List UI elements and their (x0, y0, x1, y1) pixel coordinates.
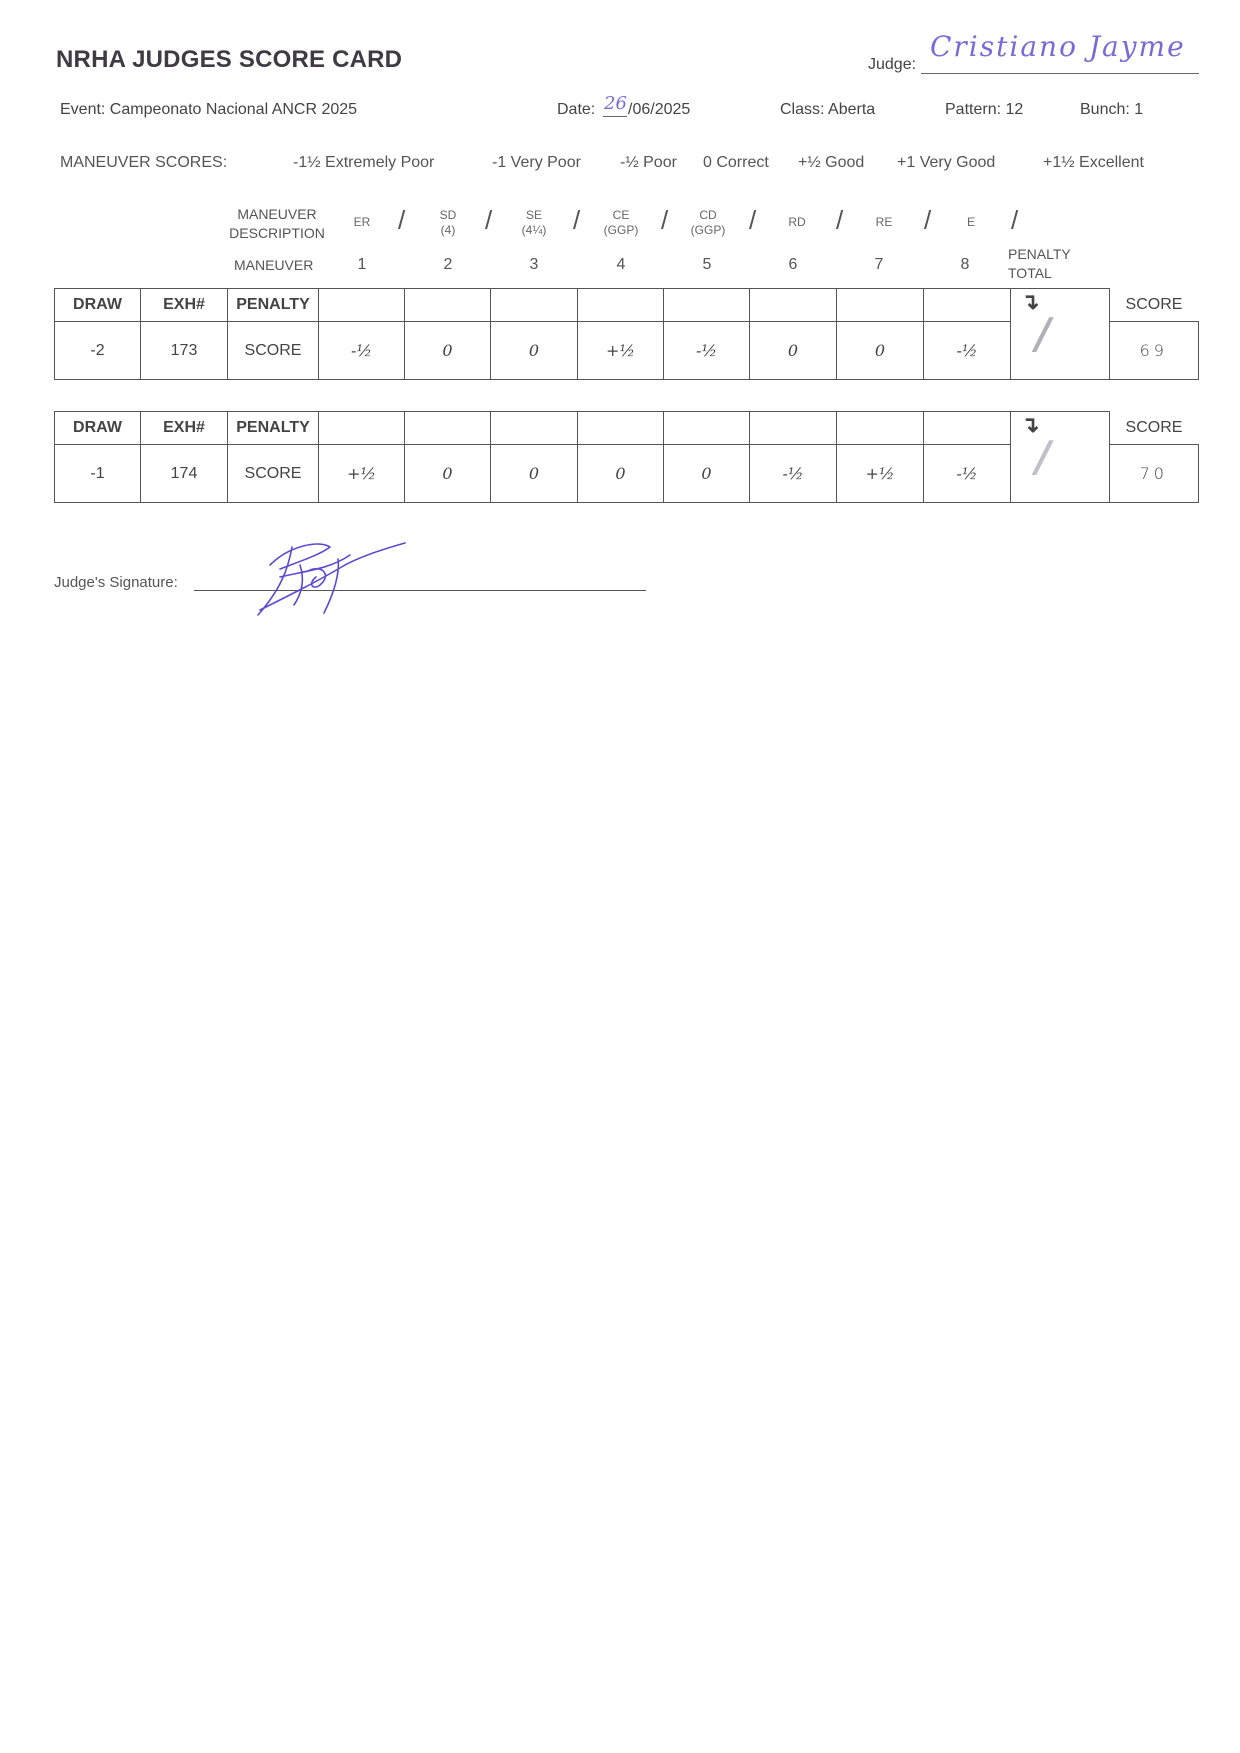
date-day-line (603, 116, 627, 117)
maneuver-score[interactable]: 0 (405, 322, 491, 380)
maneuver-score[interactable]: 0 (837, 322, 924, 380)
divider-slash: / (398, 205, 406, 235)
maneuver-number: 7 (874, 256, 884, 273)
score-column-header: SCORE (1110, 289, 1199, 322)
event-text: Event: Campeonato Nacional ANCR 2025 (60, 101, 358, 118)
maneuver-score[interactable]: -½ (924, 322, 1011, 380)
maneuver-score[interactable]: -½ (319, 322, 405, 380)
maneuver-number: 2 (443, 256, 453, 273)
divider-slash: / (485, 205, 493, 235)
scale-item: -1 Very Poor (492, 154, 581, 171)
maneuver-score[interactable]: +½ (319, 445, 405, 503)
total-score[interactable]: 70 (1110, 445, 1199, 503)
exh-value: 174 (141, 445, 228, 503)
penalty-cell[interactable] (837, 412, 924, 445)
divider-slash: / (749, 205, 757, 235)
draw-value: -1 (55, 445, 141, 503)
score-table-2 (54, 411, 1199, 503)
penalty-cell[interactable] (491, 412, 578, 445)
penalty-total-handwritten: / (1035, 432, 1051, 481)
penalty-header: PENALTY (228, 412, 319, 445)
down-arrow-icon: ↴ (1021, 412, 1040, 437)
score-row-label: SCORE (228, 322, 319, 380)
maneuver-description-label: MANEUVER DESCRIPTION (229, 206, 325, 241)
divider-slash: / (573, 205, 581, 235)
maneuver-score[interactable]: -½ (750, 445, 837, 503)
class-text: Class: Aberta (780, 101, 876, 118)
maneuver-score[interactable]: +½ (837, 445, 924, 503)
maneuver-score[interactable]: -½ (664, 322, 750, 380)
maneuver-number: 4 (616, 256, 626, 273)
signature-scribble (250, 535, 410, 620)
maneuver-number: 1 (357, 256, 367, 273)
divider-slash: / (661, 205, 669, 235)
maneuver-code-6: RD (788, 215, 806, 229)
divider-slash: / (924, 205, 932, 235)
maneuver-score[interactable]: 0 (491, 445, 578, 503)
maneuver-code-2: SD (4) (439, 208, 457, 237)
penalty-cell[interactable] (664, 289, 750, 322)
bunch-text: Bunch: 1 (1080, 101, 1144, 118)
maneuver-number: 8 (960, 256, 970, 273)
scale-item: +1½ Excellent (1043, 154, 1144, 171)
penalty-cell[interactable] (750, 412, 837, 445)
exh-header: EXH# (141, 289, 228, 322)
maneuver-code-3: SE (4¼) (521, 208, 547, 237)
date-rest: /06/2025 (628, 101, 691, 118)
penalty-total-cell[interactable] (1011, 412, 1110, 503)
penalty-cell[interactable] (578, 289, 664, 322)
maneuver-score[interactable]: +½ (578, 322, 664, 380)
judge-name-handwritten: Cristiano Jayme (930, 30, 1186, 63)
maneuver-number: 6 (788, 256, 798, 273)
draw-value: -2 (55, 322, 141, 380)
total-score[interactable]: 69 (1110, 322, 1199, 380)
judge-line (921, 73, 1199, 74)
card-title: NRHA JUDGES SCORE CARD (56, 46, 403, 73)
pattern-text: Pattern: 12 (945, 101, 1024, 118)
maneuver-scores-label: MANEUVER SCORES: (60, 154, 228, 171)
maneuver-number: 3 (529, 256, 539, 273)
maneuver-code-4: CE (GGP) (603, 208, 639, 237)
maneuver-label: MANEUVER (234, 257, 314, 273)
penalty-cell[interactable] (405, 412, 491, 445)
draw-header: DRAW (55, 412, 141, 445)
exh-value: 173 (141, 322, 228, 380)
date-day-handwritten: 26 (604, 93, 627, 114)
divider-slash: / (836, 205, 844, 235)
penalty-cell[interactable] (578, 412, 664, 445)
maneuver-score[interactable]: 0 (664, 445, 750, 503)
score-column-header: SCORE (1110, 412, 1199, 445)
divider-slash: / (1011, 205, 1019, 235)
signature-label: Judge's Signature: (54, 574, 178, 591)
penalty-cell[interactable] (924, 289, 1011, 322)
maneuver-code-8: E (966, 215, 975, 229)
penalty-cell[interactable] (319, 412, 405, 445)
penalty-cell[interactable] (491, 289, 578, 322)
penalty-cell[interactable] (405, 289, 491, 322)
penalty-cell[interactable] (319, 289, 405, 322)
maneuver-code-1: ER (353, 215, 371, 229)
judge-label: Judge: (868, 56, 917, 73)
maneuver-number: 5 (702, 256, 712, 273)
penalty-cell[interactable] (924, 412, 1011, 445)
scale-item: +½ Good (798, 154, 865, 171)
score-row-label: SCORE (228, 445, 319, 503)
scale-item: -½ Poor (620, 154, 677, 171)
maneuver-score[interactable]: 0 (405, 445, 491, 503)
maneuver-code-7: RE (875, 215, 893, 229)
penalty-total-handwritten: / (1035, 309, 1051, 358)
draw-header: DRAW (55, 289, 141, 322)
maneuver-score[interactable]: 0 (578, 445, 664, 503)
date-label: Date: (557, 101, 596, 118)
exh-header: EXH# (141, 412, 228, 445)
penalty-total-cell[interactable] (1011, 289, 1110, 380)
scale-item: -1½ Extremely Poor (293, 154, 435, 171)
penalty-total-label: PENALTY TOTAL (1008, 246, 1071, 281)
penalty-header: PENALTY (228, 289, 319, 322)
score-table-1 (54, 288, 1199, 380)
scale-item: +1 Very Good (897, 154, 996, 171)
maneuver-score[interactable]: 0 (491, 322, 578, 380)
scale-item: 0 Correct (703, 154, 769, 171)
penalty-cell[interactable] (664, 412, 750, 445)
down-arrow-icon: ↴ (1021, 289, 1040, 314)
maneuver-score[interactable]: 0 (750, 322, 837, 380)
maneuver-score[interactable]: -½ (924, 445, 1011, 503)
maneuver-code-5: CD (GGP) (690, 208, 726, 237)
penalty-cell[interactable] (837, 289, 924, 322)
penalty-cell[interactable] (750, 289, 837, 322)
